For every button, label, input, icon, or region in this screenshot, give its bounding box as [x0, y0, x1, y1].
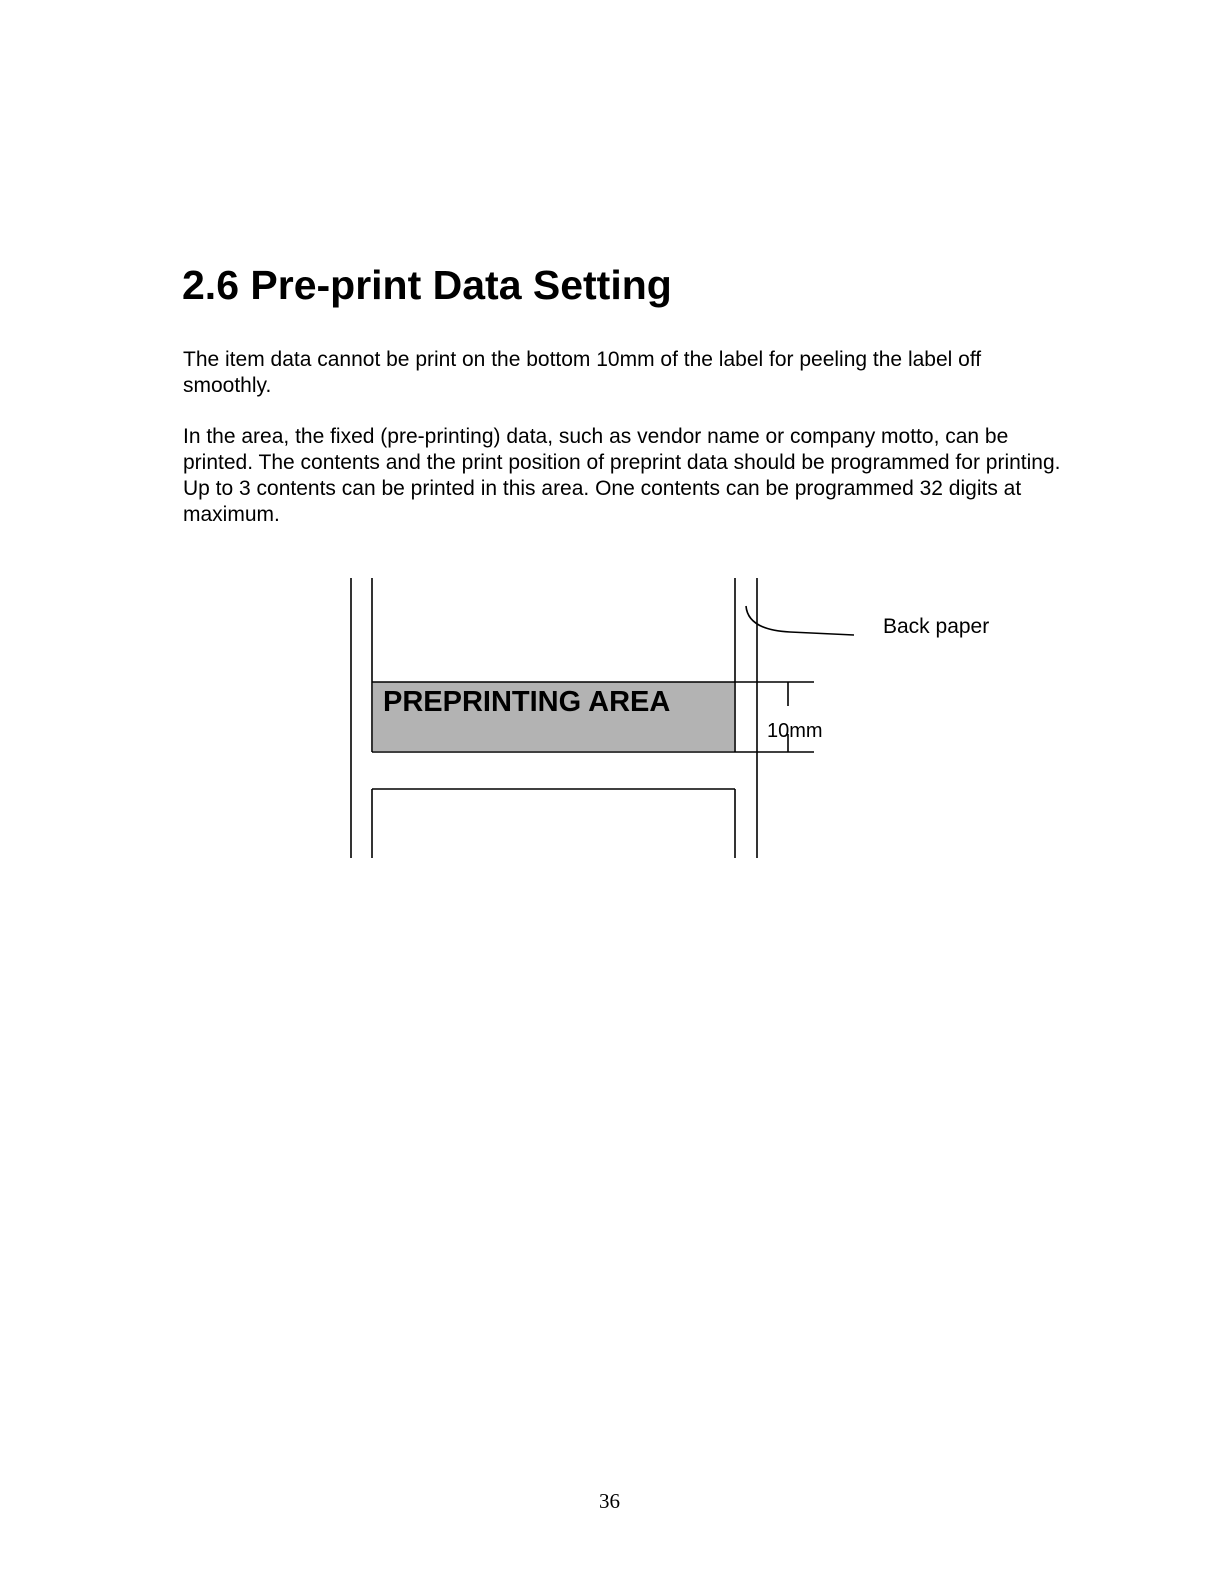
paragraph-bottom-margin: The item data cannot be print on the bottom 10mm of the label for peeling the label off smoothly.: [183, 348, 982, 397]
page-number: 36: [599, 1489, 620, 1513]
section-heading: 2.6 Pre-print Data Setting: [182, 262, 672, 308]
dimension-label: 10mm: [767, 720, 823, 742]
paragraph-preprint-details: In the area, the fixed (pre-printing) data, such as vendor name or company motto, can be printed. The contents and the print position of preprint data should be programmed for printing. Up to 3 contents can be printed in this area. One contents can be programmed 32 digits at maximum.: [183, 425, 1061, 526]
back-paper-leader-line: [746, 606, 854, 635]
back-paper-label: Back paper: [883, 615, 990, 638]
preprinting-area-label: PREPRINTING AREA: [383, 686, 671, 718]
